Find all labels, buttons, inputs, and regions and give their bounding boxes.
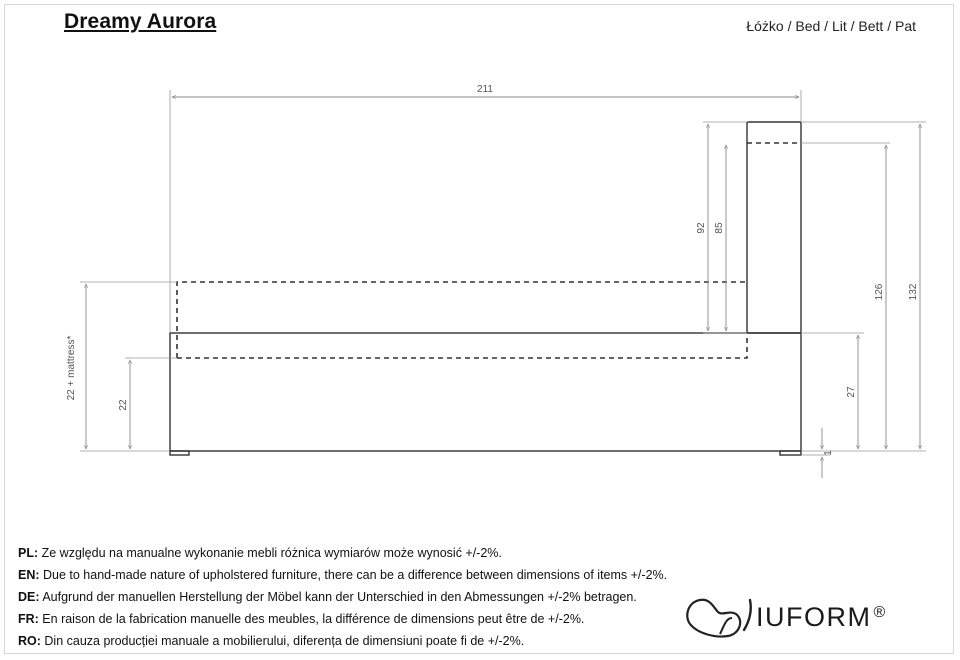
dim-frame-height: 27 (846, 386, 857, 398)
dim-base-height: 22 (118, 399, 129, 411)
brand-wordmark: IUFORM ® (756, 602, 887, 632)
bed-base (170, 333, 801, 451)
dim-mattress-height: 22 + mattress* (66, 335, 77, 401)
mattress-dashed (177, 143, 801, 358)
note-fr: FR: En raison de la fabrication manuelle des meubles, la différence de dimensions peut être de +/-2%. (18, 612, 585, 626)
dim-headboard-height: 92 (696, 222, 707, 234)
note-en: EN: Due to hand-made nature of upholstered furniture, there can be a difference between dimensions of items +/-2%. (18, 568, 668, 582)
leg-left (170, 451, 189, 455)
bed-outline (170, 122, 801, 455)
dim-total-length: 211 (477, 84, 493, 95)
note-de: DE: Aufgrund der manuellen Herstellung der Möbel kann der Unterschied in den Abmessungen +/-2% betragen. (18, 590, 637, 604)
dim-headboard-above-floor: 126 (874, 283, 885, 301)
note-ro: RO: Din cauza producției manuale a mobilierului, diferența de dimensiuni poate fi de +/-2%. (18, 634, 525, 648)
brand-logo (680, 588, 950, 648)
dimension-lines (86, 97, 920, 478)
headboard (747, 122, 801, 333)
page-title: Dreamy Aurora (64, 10, 217, 33)
dim-leg-height: 1 (823, 450, 834, 456)
extension-lines (80, 90, 926, 455)
leg-right (780, 451, 801, 455)
miuform-swirl-logo-icon (680, 588, 756, 644)
dim-headboard-above-mattress: 85 (714, 222, 725, 234)
dim-headboard-total: 132 (908, 283, 919, 301)
disclaimer-notes (18, 542, 667, 652)
product-type: Łóżko / Bed / Lit / Bett / Pat (746, 18, 916, 34)
note-pl: PL: Ze względu na manualne wykonanie mebli różnica wymiarów może wynosić +/-2%. (18, 546, 502, 560)
